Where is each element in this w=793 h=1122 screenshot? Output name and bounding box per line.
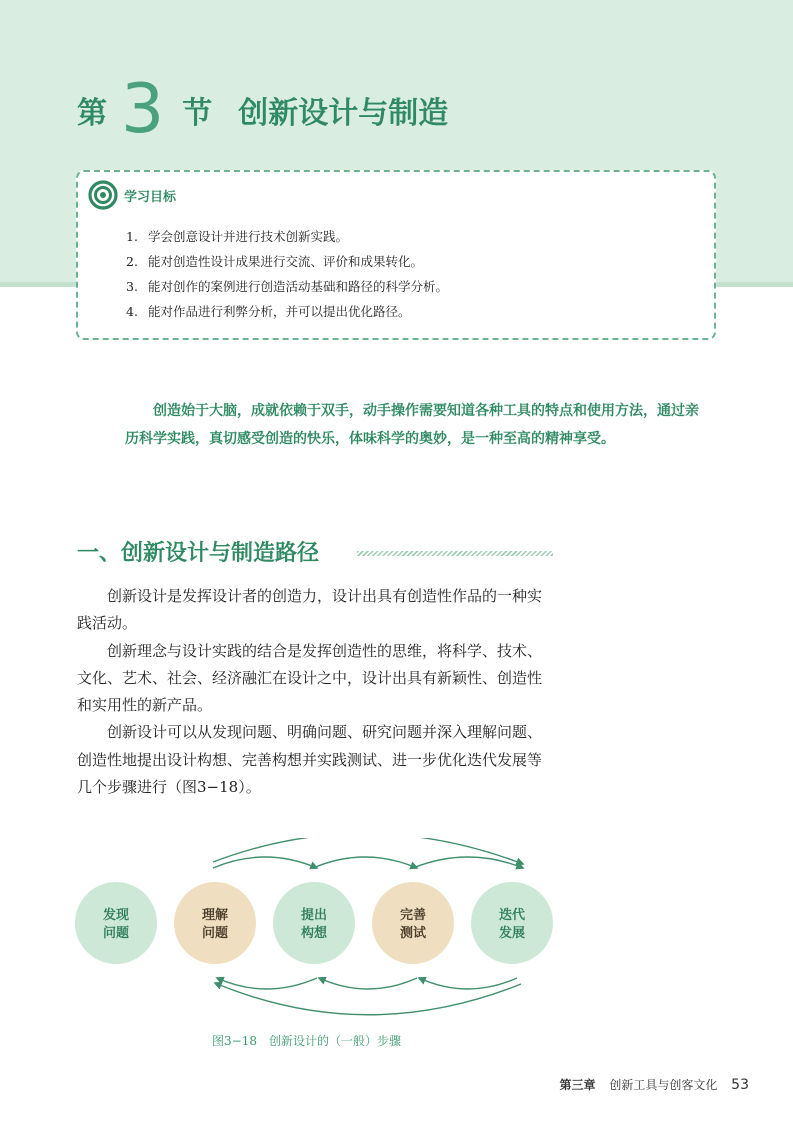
- step-label: 测试: [399, 926, 427, 941]
- body-paragraph: 创新设计是发挥设计者的创造力，设计出具有创造性作品的一种实践活动。: [77, 587, 543, 633]
- step-circle: [273, 882, 355, 964]
- goal-item: [126, 249, 448, 274]
- step-label: 迭代: [498, 908, 526, 923]
- goal-text: 能对作品进行利弊分析，并可以提出优化路径。: [148, 304, 411, 319]
- header-prefix: 第: [77, 96, 107, 131]
- goal-text: 能对创造性设计成果进行交流、评价和成果转化。: [148, 254, 424, 269]
- section-heading-decoration: [357, 551, 553, 556]
- step-label: 理解: [201, 908, 229, 923]
- page-number: 53: [731, 1077, 749, 1093]
- learning-goals-box: [76, 170, 716, 340]
- forward-arrow: [313, 857, 417, 868]
- step-label: 发现: [102, 908, 130, 923]
- step-node: [75, 882, 157, 964]
- body-paragraph: 创新理念与设计实践的结合是发挥创造性的思维，将科学、技术、文化、艺术、社会、经济融汇在设计之中，设计出具有新颖性、创造性和实用性的新产品。: [77, 641, 543, 715]
- step-circle: [471, 882, 553, 964]
- step-circle: [75, 882, 157, 964]
- forward-long-arrow: [213, 838, 523, 864]
- goal-text: 学会创意设计并进行技术创新实践。: [148, 229, 349, 244]
- body-paragraph: 创新设计可以从发现问题、明确问题、研究问题并深入理解问题、创造性地提出设计构想、完善构想并实践测试、进一步优化迭代发展等几个步骤进行（图3−18）。: [77, 723, 543, 797]
- goal-number: 3.: [126, 279, 138, 294]
- step-circle: [174, 882, 256, 964]
- backward-long-arrow: [215, 983, 521, 1015]
- header-suffix: 节: [182, 96, 213, 131]
- body-text: [77, 583, 555, 801]
- step-circle: [372, 882, 454, 964]
- section-heading: 一、创新设计与制造路径: [77, 541, 320, 566]
- step-node: [174, 882, 256, 964]
- goal-number: 2.: [126, 254, 138, 269]
- footer-chapter: 第三章: [559, 1078, 596, 1092]
- step-label: 完善: [399, 908, 427, 923]
- step-node: [273, 882, 355, 964]
- figure-caption: 图3−18 创新设计的（一般）步骤: [212, 1034, 401, 1048]
- target-icon: [88, 180, 118, 210]
- step-node: [372, 882, 454, 964]
- goal-number: 4.: [126, 304, 138, 319]
- goal-item: [126, 299, 448, 324]
- goals-title: 学习目标: [124, 190, 177, 205]
- step-label: 提出: [300, 908, 328, 923]
- step-label: 发展: [498, 926, 526, 941]
- page-title: 创新设计与制造: [238, 96, 449, 131]
- step-node: [471, 882, 553, 964]
- step-label: 构想: [300, 926, 328, 941]
- goals-list: [126, 224, 448, 324]
- header-number: 3: [121, 70, 165, 149]
- step-label: 问题: [201, 926, 229, 941]
- backward-arrow: [319, 978, 417, 989]
- goal-item: [126, 274, 448, 299]
- footer-chapter-title: 创新工具与创客文化: [609, 1078, 718, 1092]
- backward-arrow: [419, 978, 517, 989]
- design-steps-diagram: [70, 838, 570, 1018]
- intro-paragraph: 创造始于大脑，成就依赖于双手，动手操作需要知道各种工具的特点和使用方法，通过亲历科学实践，真切感受创造的快乐，体味科学的奥妙，是一种至高的精神享受。: [125, 403, 699, 447]
- backward-arrow: [217, 978, 317, 989]
- goal-item: [126, 224, 448, 249]
- section-header: [77, 70, 448, 150]
- forward-arrow: [213, 857, 317, 868]
- page-footer: [559, 1076, 749, 1093]
- goal-text: 能对创作的案例进行创造活动基础和路径的科学分析。: [148, 279, 449, 294]
- goal-number: 1.: [126, 229, 138, 244]
- step-label: 问题: [102, 926, 130, 941]
